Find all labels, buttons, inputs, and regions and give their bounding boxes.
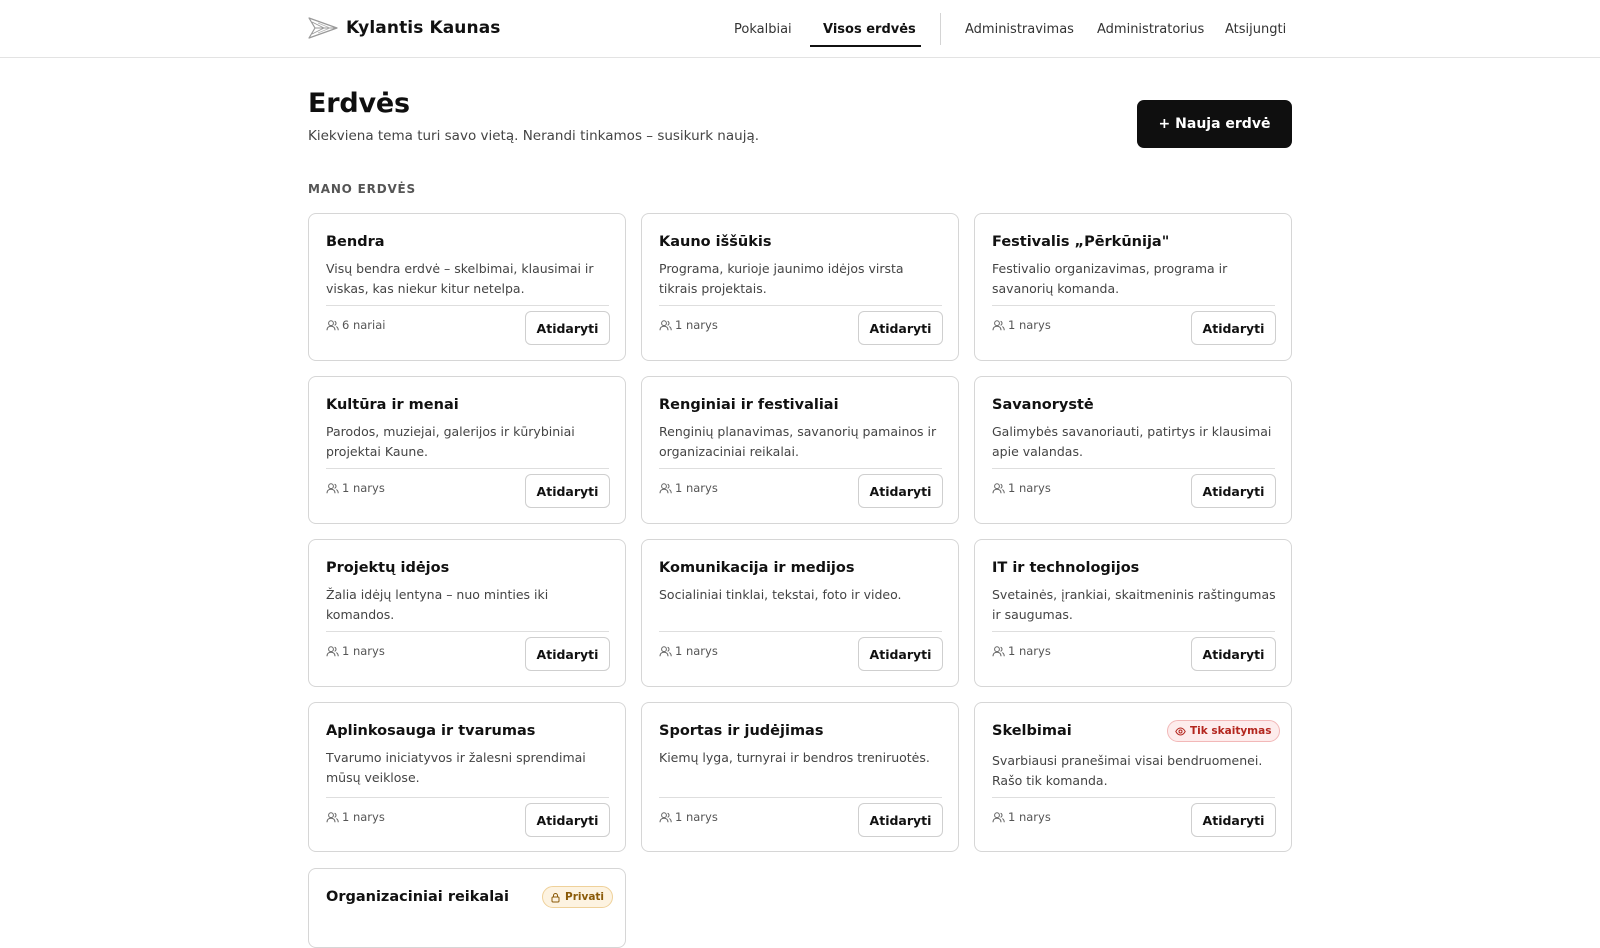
space-card-description: Programa, kurioje jaunimo idėjos virsta tikrais projektais. xyxy=(659,261,904,296)
users-icon xyxy=(326,646,339,657)
open-space-button[interactable]: Atidaryti xyxy=(525,803,610,837)
member-count xyxy=(992,481,1051,495)
card-divider xyxy=(659,305,942,306)
card-divider xyxy=(992,631,1275,632)
space-card xyxy=(974,702,1292,852)
card-divider xyxy=(992,797,1275,798)
space-card-title: Komunikacija ir medijos xyxy=(659,560,855,576)
page-title: Erdvės xyxy=(308,88,410,119)
space-card xyxy=(641,702,959,852)
space-card-description: Festivalio organizavimas, programa ir savanorių komanda. xyxy=(992,261,1228,296)
section-label: MANO ERDVĖS xyxy=(308,182,416,196)
space-card-description: Parodos, muziejai, galerijos ir kūrybiniai projektai Kaune. xyxy=(326,424,575,459)
member-count-label: 1 narys xyxy=(1008,810,1051,824)
nav-pokalbiai[interactable]: Pokalbiai xyxy=(734,21,792,37)
new-space-button[interactable]: + Nauja erdvė xyxy=(1137,100,1292,148)
space-card-title: Skelbimai xyxy=(992,723,1072,739)
space-card-description: Visų bendra erdvė – skelbimai, klausimai ir viskas, kas niekur kitur netelpa. xyxy=(326,261,594,296)
open-space-button[interactable]: Atidaryti xyxy=(858,311,943,345)
card-divider xyxy=(326,797,609,798)
member-count-label: 1 narys xyxy=(1008,644,1051,658)
users-icon xyxy=(992,812,1005,823)
nav-divider xyxy=(940,13,941,45)
active-nav-indicator xyxy=(810,45,921,47)
space-card-title: IT ir technologijos xyxy=(992,560,1140,576)
private-badge-label: Privati xyxy=(565,891,605,903)
nav-visos-erdves[interactable]: Visos erdvės xyxy=(823,21,916,37)
open-space-button[interactable]: Atidaryti xyxy=(1191,803,1276,837)
space-card-title: Organizaciniai reikalai xyxy=(326,889,509,905)
card-divider xyxy=(659,468,942,469)
member-count-label: 1 narys xyxy=(342,481,385,495)
nav-atsijungti[interactable]: Atsijungti xyxy=(1225,21,1287,37)
space-card xyxy=(308,213,626,361)
nav-administratorius[interactable]: Administratorius xyxy=(1097,21,1205,37)
users-icon xyxy=(326,483,339,494)
space-card-description: Žalia idėjų lentyna – nuo minties iki komandos. xyxy=(326,587,549,622)
space-card-title: Festivalis „Pērkūnija" xyxy=(992,234,1170,250)
page-subtitle: Kiekviena tema turi savo vietą. Nerandi tinkamos – susikurk naują. xyxy=(308,128,760,144)
member-count-label: 1 narys xyxy=(675,810,718,824)
space-card xyxy=(974,376,1292,524)
lock-icon xyxy=(550,892,561,903)
member-count xyxy=(326,810,385,824)
brand-name: Kylantis Kaunas xyxy=(346,18,501,38)
member-count-label: 1 narys xyxy=(675,481,718,495)
space-card xyxy=(641,376,959,524)
users-icon xyxy=(659,646,672,657)
space-card xyxy=(974,539,1292,687)
member-count xyxy=(659,644,718,658)
space-card-description: Svarbiausi pranešimai visai bendruomenei. Rašo tik komanda. xyxy=(992,753,1263,788)
card-divider xyxy=(992,468,1275,469)
open-space-button[interactable]: Atidaryti xyxy=(1191,311,1276,345)
space-card xyxy=(308,539,626,687)
top-header xyxy=(0,0,1600,58)
member-count xyxy=(659,318,718,332)
open-space-button[interactable]: Atidaryti xyxy=(525,311,610,345)
open-space-button[interactable]: Atidaryti xyxy=(858,637,943,671)
space-card-title: Aplinkosauga ir tvarumas xyxy=(326,723,536,739)
member-count-label: 1 narys xyxy=(675,318,718,332)
space-card-title: Kauno iššūkis xyxy=(659,234,772,250)
space-card-description: Socialiniai tinklai, tekstai, foto ir video. xyxy=(659,587,902,602)
member-count-label: 1 narys xyxy=(342,644,385,658)
brand[interactable] xyxy=(308,17,501,39)
eye-icon xyxy=(1175,726,1186,737)
member-count-label: 6 nariai xyxy=(342,318,386,332)
member-count xyxy=(992,318,1051,332)
readonly-badge xyxy=(1167,720,1280,742)
users-icon xyxy=(659,483,672,494)
member-count-label: 1 narys xyxy=(675,644,718,658)
space-card-description: Tvarumo iniciatyvos ir žalesni sprendimai mūsų veiklose. xyxy=(326,750,586,785)
member-count xyxy=(992,810,1051,824)
space-card-description: Svetainės, įrankiai, skaitmeninis raštingumas ir saugumas. xyxy=(992,587,1276,622)
card-divider xyxy=(326,468,609,469)
users-icon xyxy=(326,320,339,331)
member-count-label: 1 narys xyxy=(1008,481,1051,495)
member-count xyxy=(326,644,385,658)
space-card-title: Projektų idėjos xyxy=(326,560,450,576)
users-icon xyxy=(659,320,672,331)
open-space-button[interactable]: Atidaryti xyxy=(525,474,610,508)
card-divider xyxy=(326,631,609,632)
member-count-label: 1 narys xyxy=(1008,318,1051,332)
users-icon xyxy=(992,320,1005,331)
member-count xyxy=(992,644,1051,658)
space-card xyxy=(641,213,959,361)
open-space-button[interactable]: Atidaryti xyxy=(858,474,943,508)
open-space-button[interactable]: Atidaryti xyxy=(858,803,943,837)
open-space-button[interactable]: Atidaryti xyxy=(1191,474,1276,508)
space-card-title: Renginiai ir festivaliai xyxy=(659,397,839,413)
card-divider xyxy=(992,305,1275,306)
member-count-label: 1 narys xyxy=(342,810,385,824)
space-card xyxy=(974,213,1292,361)
space-card-title: Bendra xyxy=(326,234,385,250)
card-divider xyxy=(326,305,609,306)
space-card xyxy=(641,539,959,687)
readonly-badge-label: Tik skaitymas xyxy=(1190,725,1272,737)
card-divider xyxy=(659,631,942,632)
nav-administravimas[interactable]: Administravimas xyxy=(965,21,1074,37)
space-card xyxy=(308,868,626,948)
users-icon xyxy=(992,646,1005,657)
space-card-description: Galimybės savanoriauti, patirtys ir klausimai apie valandas. xyxy=(992,424,1272,459)
member-count xyxy=(326,318,385,332)
open-space-button[interactable]: Atidaryti xyxy=(1191,637,1276,671)
space-card-title: Savanorystė xyxy=(992,397,1094,413)
card-divider xyxy=(659,797,942,798)
private-badge xyxy=(542,886,613,908)
space-card-description: Renginių planavimas, savanorių pamainos ir organizaciniai reikalai. xyxy=(659,424,937,459)
users-icon xyxy=(326,812,339,823)
member-count xyxy=(326,481,385,495)
member-count xyxy=(659,810,718,824)
space-card xyxy=(308,376,626,524)
space-card-title: Sportas ir judėjimas xyxy=(659,723,824,739)
member-count xyxy=(659,481,718,495)
space-card-description: Kiemų lyga, turnyrai ir bendros treniruotės. xyxy=(659,750,930,765)
users-icon xyxy=(659,812,672,823)
space-card xyxy=(308,702,626,852)
space-card-title: Kultūra ir menai xyxy=(326,397,459,413)
users-icon xyxy=(992,483,1005,494)
open-space-button[interactable]: Atidaryti xyxy=(525,637,610,671)
flag-logo-icon xyxy=(308,17,338,39)
